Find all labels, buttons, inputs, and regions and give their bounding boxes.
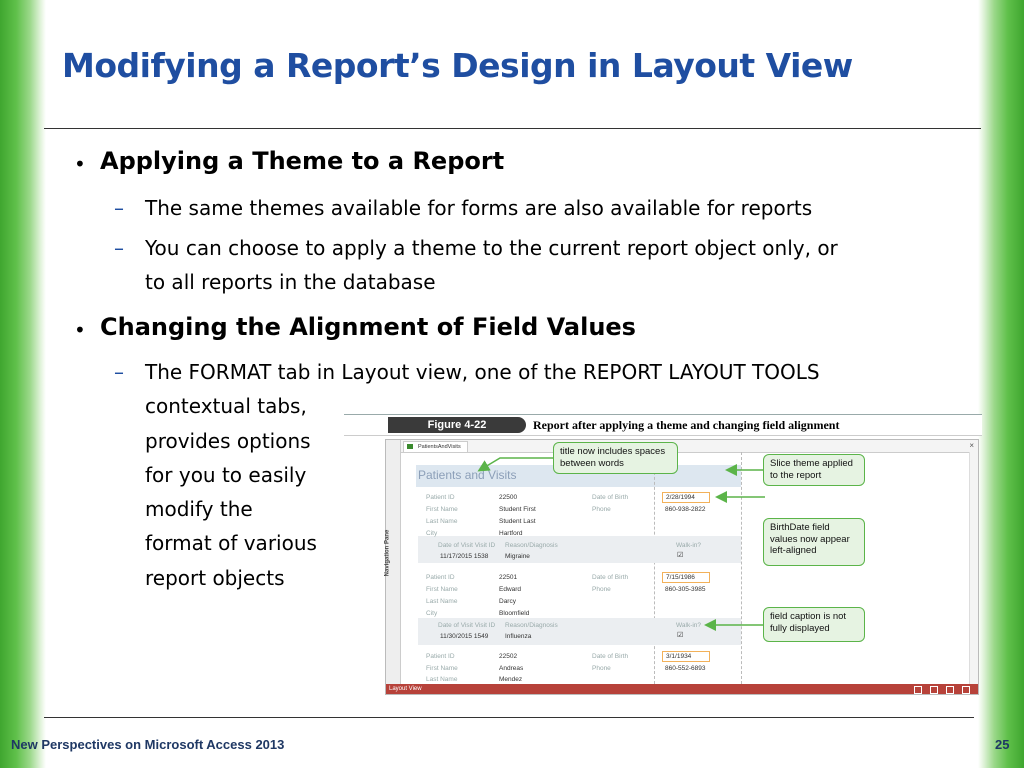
field-value[interactable]: Darcy — [499, 598, 516, 605]
subreport-header: Reason/Diagnosis — [505, 542, 558, 549]
field-value[interactable]: 22502 — [499, 653, 518, 660]
field-value[interactable]: Bloomfield — [499, 610, 530, 617]
sub-bullet-choose-theme: You can choose to apply a theme to the current report object only, or — [145, 236, 838, 260]
field-label: Phone — [592, 586, 611, 593]
subreport-header: Reason/Diagnosis — [505, 622, 558, 629]
field-value[interactable]: 22500 — [499, 494, 518, 501]
sub-bullet-same-themes: The same themes available for forms are also available for reports — [145, 196, 813, 220]
field-label: Last Name — [426, 518, 458, 525]
figure-caption: Report after applying a theme and changing field alignment — [533, 418, 840, 432]
field-label: Phone — [592, 506, 611, 513]
dob-field-value[interactable]: 2/28/1994 — [662, 492, 710, 503]
sub-bullet-choose-theme-cont: to all reports in the database — [145, 270, 436, 294]
slide-title: Modifying a Report’s Design in Layout View — [62, 46, 853, 85]
callout-line: field caption is not — [770, 611, 847, 622]
title-divider — [44, 128, 981, 129]
reason-value[interactable]: Migraine — [505, 553, 530, 560]
field-value[interactable]: Hartford — [499, 530, 523, 537]
walkin-checkbox[interactable]: ☑ — [677, 552, 684, 559]
subreport-header: Date of Visit Visit ID — [438, 542, 496, 549]
field-value[interactable]: 860-552-6893 — [665, 665, 706, 672]
navigation-pane[interactable] — [386, 440, 401, 684]
subreport-header: Walk-in? — [676, 542, 702, 549]
left-accent-bar — [0, 0, 46, 768]
tab-patients-and-visits[interactable] — [403, 441, 468, 452]
callout-line: left-aligned — [770, 545, 817, 556]
layout-guide — [654, 452, 655, 684]
report-view-icon[interactable] — [914, 686, 922, 694]
sub-bullet-line: provides options — [145, 429, 311, 453]
subreport-header: Walk-in? — [676, 622, 702, 629]
bullet-changing-alignment: Changing the Alignment of Field Values — [100, 313, 636, 341]
callout-line: title now includes spaces — [560, 446, 666, 457]
field-value[interactable]: 860-938-2822 — [665, 506, 706, 513]
layout-view-icon[interactable] — [946, 686, 954, 694]
dash-marker: – — [114, 196, 124, 220]
field-label: Date of Birth — [592, 574, 629, 581]
sub-bullet-line: report objects — [145, 566, 285, 590]
field-label: Patient ID — [426, 574, 455, 581]
document-tab-strip — [401, 440, 978, 453]
callout-line: fully displayed — [770, 622, 830, 634]
tab-label: PatientsAndVisits — [418, 444, 461, 450]
field-label: Phone — [592, 665, 611, 672]
field-value[interactable]: 860-305-3985 — [665, 586, 706, 593]
reason-value[interactable]: Influenza — [505, 633, 532, 640]
sub-bullet-line: for you to easily — [145, 463, 307, 487]
field-label: First Name — [426, 665, 458, 672]
sub-bullet-line: modify the — [145, 497, 253, 521]
field-label: Last Name — [426, 676, 458, 683]
close-icon[interactable]: × — [969, 441, 974, 450]
callout-line: Slice theme applied — [770, 458, 853, 469]
field-label: City — [426, 530, 438, 537]
footer-course-title: New Perspectives on Microsoft Access 2013 — [11, 737, 285, 752]
sub-bullet-line: contextual tabs, — [145, 394, 307, 418]
status-view-label: Layout View — [389, 686, 422, 692]
sub-bullet-line: format of various — [145, 531, 317, 555]
field-label: First Name — [426, 506, 458, 513]
navigation-pane-label: Navigation Pane — [384, 529, 391, 577]
visit-value[interactable]: 11/17/2015 1538 — [440, 553, 489, 560]
report-title: Patients and Visits — [418, 468, 517, 482]
callout-slice-theme — [763, 454, 865, 486]
walkin-checkbox[interactable]: ☑ — [677, 632, 684, 639]
bullet-applying-theme: Applying a Theme to a Report — [100, 147, 505, 175]
field-value[interactable]: Student Last — [499, 518, 536, 525]
field-value[interactable]: Edward — [499, 586, 522, 593]
right-accent-bar — [978, 0, 1024, 768]
field-label: First Name — [426, 586, 458, 593]
field-label: Last Name — [426, 598, 458, 605]
callout-line: BirthDate field — [770, 522, 830, 533]
bullet-marker: • — [74, 152, 86, 176]
footer-divider — [44, 717, 974, 718]
bullet-marker: • — [74, 318, 86, 342]
field-value[interactable]: Andreas — [499, 665, 524, 672]
dash-marker: – — [114, 360, 124, 384]
field-value[interactable]: Student First — [499, 506, 536, 513]
print-preview-icon[interactable] — [930, 686, 938, 694]
sub-bullet-format-tab: The FORMAT tab in Layout view, one of the REPORT LAYOUT TOOLS — [145, 360, 820, 384]
callout-birthdate-aligned — [763, 518, 865, 566]
slide-number: 25 — [995, 737, 1010, 752]
subreport-header: Date of Visit Visit ID — [438, 622, 496, 629]
figure-number-tag: Figure 4-22 — [388, 417, 526, 433]
callout-title-spaces — [553, 442, 678, 474]
vertical-scrollbar[interactable] — [969, 452, 978, 684]
layout-guide — [741, 452, 742, 684]
field-label: Patient ID — [426, 653, 455, 660]
dob-field-value[interactable]: 7/15/1986 — [662, 572, 710, 583]
callout-line: to the report — [770, 469, 822, 481]
callout-caption-not-displayed — [763, 607, 865, 642]
dob-field-value[interactable]: 3/1/1934 — [662, 651, 710, 662]
visit-value[interactable]: 11/30/2015 1549 — [440, 633, 489, 640]
field-value[interactable]: Mendez — [499, 676, 523, 683]
design-view-icon[interactable] — [962, 686, 970, 694]
access-report-screenshot — [385, 439, 979, 695]
field-label: Date of Birth — [592, 653, 629, 660]
field-label: Patient ID — [426, 494, 455, 501]
field-label: City — [426, 610, 438, 617]
status-bar — [386, 684, 978, 694]
field-value[interactable]: 22501 — [499, 574, 518, 581]
report-icon — [407, 444, 413, 449]
callout-line: values now appear — [770, 533, 850, 545]
field-label: Date of Birth — [592, 494, 629, 501]
callout-line: between words — [560, 457, 624, 469]
dash-marker: – — [114, 236, 124, 260]
